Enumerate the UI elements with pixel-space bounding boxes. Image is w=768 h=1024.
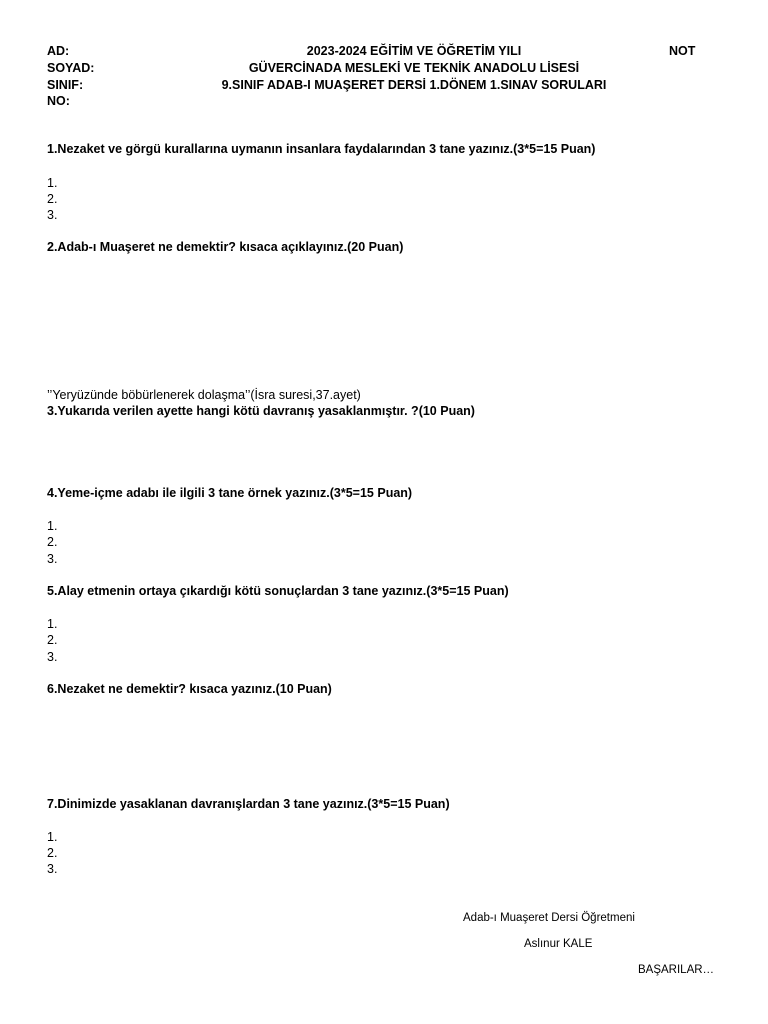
question-1: 1.Nezaket ve görgü kurallarına uymanın insanlara faydalarından 3 tane yazınız.(3*5=15 Puan): [47, 142, 596, 156]
label-sinif: SINIF:: [47, 78, 84, 92]
q4-answer-1: 1.: [47, 519, 58, 533]
q1-answer-1: 1.: [47, 176, 58, 190]
question-3-quote: ’’Yeryüzünde böbürlenerek dolaşma’’(İsra suresi,37.ayet): [47, 388, 361, 402]
q1-answer-2: 2.: [47, 192, 58, 206]
q4-answer-2: 2.: [47, 535, 58, 549]
q4-answer-3: 3.: [47, 552, 58, 566]
q7-answer-1: 1.: [47, 830, 58, 844]
teacher-title: Adab-ı Muaşeret Dersi Öğretmeni: [463, 912, 635, 924]
label-not: NOT: [669, 44, 696, 58]
q7-answer-2: 2.: [47, 846, 58, 860]
q5-answer-2: 2.: [47, 633, 58, 647]
title-exam: 9.SINIF ADAB-I MUAŞERET DERSİ 1.DÖNEM 1.SINAV SORULARI: [221, 78, 607, 92]
question-5: 5.Alay etmenin ortaya çıkardığı kötü sonuçlardan 3 tane yazınız.(3*5=15 Puan): [47, 584, 509, 598]
title-school: GÜVERCİNADA MESLEKİ VE TEKNİK ANADOLU LİSESİ: [248, 61, 580, 75]
label-no: NO:: [47, 94, 70, 108]
question-4: 4.Yeme-içme adabı ile ilgili 3 tane örnek yazınız.(3*5=15 Puan): [47, 486, 413, 500]
question-7: 7.Dinimizde yasaklanan davranışlardan 3 tane yazınız.(3*5=15 Puan): [47, 797, 450, 811]
question-3: 3.Yukarıda verilen ayette hangi kötü davranış yasaklanmıştır. ?(10 Puan): [47, 404, 475, 418]
question-6: 6.Nezaket ne demektir? kısaca yazınız.(10 Puan): [47, 682, 332, 696]
q7-answer-3: 3.: [47, 862, 58, 876]
label-ad: AD:: [47, 44, 70, 58]
label-soyad: SOYAD:: [47, 61, 95, 75]
q5-answer-1: 1.: [47, 617, 58, 631]
teacher-name: Aslınur KALE: [524, 938, 593, 950]
title-year: 2023-2024 EĞİTİM VE ÖĞRETİM YILI: [306, 44, 522, 58]
question-2: 2.Adab-ı Muaşeret ne demektir? kısaca açıklayınız.(20 Puan): [47, 240, 404, 254]
q5-answer-3: 3.: [47, 650, 58, 664]
q1-answer-3: 3.: [47, 208, 58, 222]
closing-text: BAŞARILAR…: [638, 964, 715, 976]
